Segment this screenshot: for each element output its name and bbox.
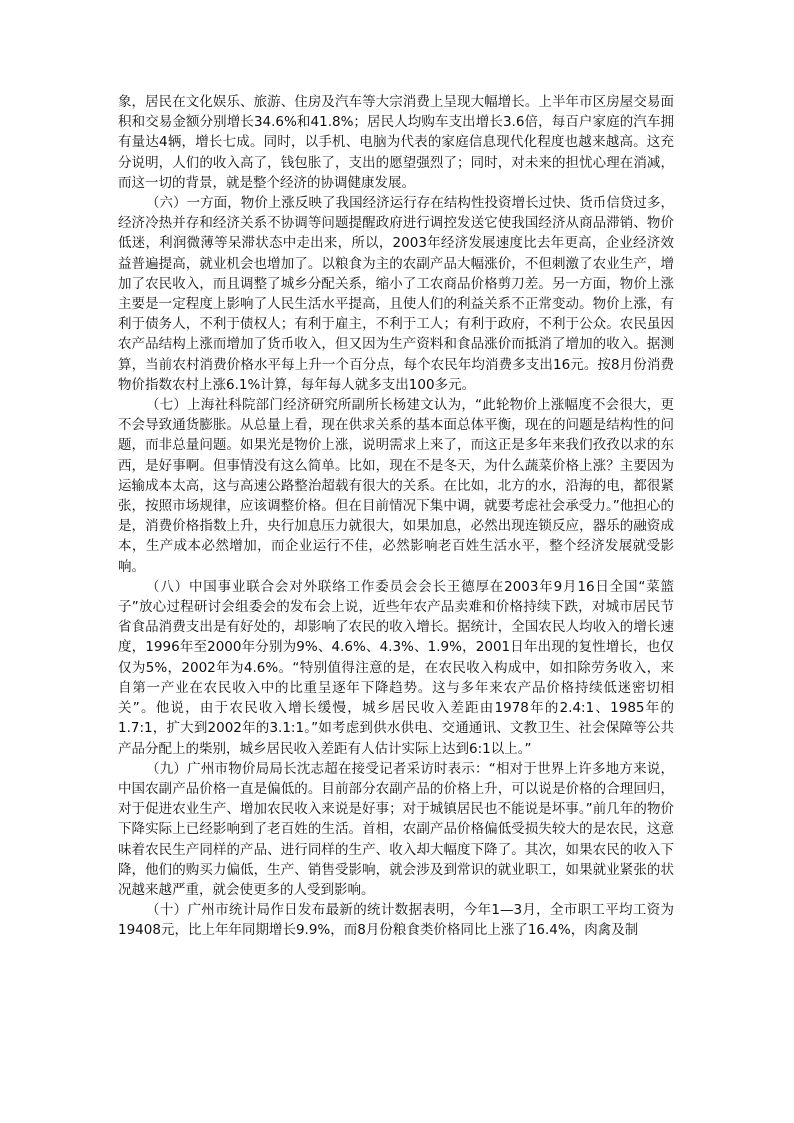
article-body — [118, 92, 674, 941]
paragraph-six-price-rise-effects: （六）一方面，物价上涨反映了我国经济运行存在结构性投资增长过快、货币信贷过多，经济冷热并存和经济关系不协调等问题提醒政府进行调控发送它使我国经济从商品滞销、物价低迷，利润微薄等呆滞状态中走出来，所以，2003年经济发展速度比去年更高，企业经济效益普遍提高，就业机会也增加了。以粮食为主的农副产品大幅涨价，不但刺激了农业生产，增加了农民收入，而且调整了城乡分配关系，缩小了工农商品价格剪刀差。另一方面，物价上涨主要是一定程度上影响了人民生活水平提高，且使人们的利益关系不正常变动。物价上涨，有利于债务人，不利于债权人；有利于雇主，不利于工人；有利于政府，不利于公众。农民虽因农产品结构上涨而增加了货币收入，但又因为生产资料和食品涨价而抵消了增加的收入。据测算，当前农村消费价格水平每上升一个百分点，每个农民年均消费多支出16元。按8月份消费物价指数农村上涨6.1%计算，每年每人就多支出100多元。 — [118, 195, 674, 393]
paragraph-seven-yang-jianwen: （七）上海社科院部门经济研究所副所长杨建文认为，“此轮物价上涨幅度不会很大，更不会导致通货膨胀。从总量上看，现在供求关系的基本面总体平衡，现在的问题是结构性的问题，而非总量问题。如果光是物价上涨，说明需求上来了，而这正是多年来我们孜孜以求的东西，是好事啊。但事情没有这么简单。比如，现在不是冬天，为什么蔬菜价格上涨？主要因为运输成本太高，这与高速公路整治超载有很大的关系。在比如，北方的水，沿海的电，都很紧张，按照市场规律，应该调整价格。但在目前情况下集中调，就要考虑社会承受力。”他担心的是，消费价格指数上升，央行加息压力就很大，如果加息，必然出现连锁反应，器乐的融资成本，生产成本必然增加，而企业运行不佳，必然影响老百姓生活水平，整个经济发展就受影响。 — [118, 397, 674, 575]
paragraph-consumption-growth: 象，居民在文化娱乐、旅游、住房及汽车等大宗消费上呈现大幅增长。上半年市区房屋交易面积和交易金额分别增长34.6%和41.8%；居民人均购车支出增长3.6倍，每百户家庭的汽车拥有量达4辆，增长七成。同时，以手机、电脑为代表的家庭信息现代化程度也越来越高。这充分说明，人们的收入高了，钱包胀了，支出的愿望强烈了；同时，对未来的担忧心理在消减，而这一切的背景，就是整个经济的协调健康发展。 — [118, 94, 674, 191]
paragraph-nine-shen-zhichao: （九）广州市物价局局长沈志超在接受记者采访时表示：“相对于世界上许多地方来说，中国农副产品价格一直是偏低的。目前部分农副产品的价格上升，可以说是价格的合理回归，对于促进农业生产、增加农民收入来说是好事；对于城镇居民也不能说是坏事。”前几年的物价下降实际上已经影响到了老百姓的生活。首相，农副产品价格偏低受损失较大的是农民，这意味着农民生产同样的产品、进行同样的生产、收入却大幅度下降了。其次，如果农民的收入下降，他们的购买力偏低，生产、销售受影响，就会涉及到常识的就业职工，如果就业紧张的状况越来越严重，就会使更多的人受到影响。 — [118, 760, 674, 898]
paragraph-ten-guangzhou-statistics: （十）广州市统计局作日发布最新的统计数据表明，今年1—3月，全市职工平均工资为19408元，比上年年同期增长9.9%，而8月份粮食类价格同比上涨了16.4%，肉禽及制 — [118, 902, 674, 939]
paragraph-eight-wang-dehou: （八）中国事业联合会对外联络工作委员会会长王德厚在2003年9月16日全国“菜篮子”放心过程研讨会组委会的发布会上说，近些年农产品卖难和价格持续下跌，对城市居民节省食品消费支出是有好处的，却影响了农民的收入增长。据统计，全国农民人均收入的增长速度，1996年至2000年分别为9%、4.6%、4.3%、1.9%，2001日年出现的复性增长，也仅仅为5%，2002年为4.6%。“特别值得注意的是，在农民收入构成中，如扣除劳务收入，来自第一产业在农民收入中的比重呈逐年下降趋势。这与多年来农产品价格持续低迷密切相关”。他说，由于农民收入增长缓慢，城乡居民收入差距由1978年的2.4:1、1985年的1.7:1，扩大到2002年的3.1:1。”如考虑到供水供电、交通通讯、文教卫生、社会保障等公共产品分配上的柴别，城乡居民收入差距有人估计实际上达到6:1以上。” — [118, 578, 674, 757]
